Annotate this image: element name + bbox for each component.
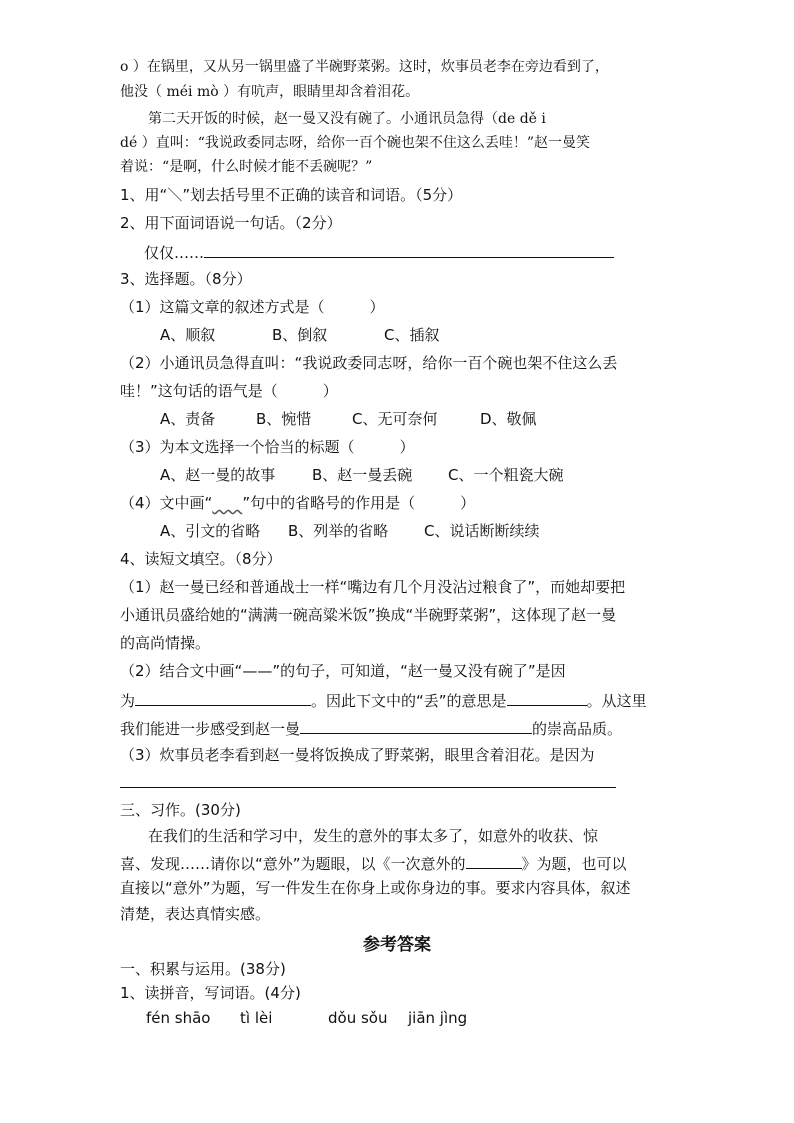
option: C、插叙 <box>384 326 440 344</box>
question-4-2c <box>120 717 622 739</box>
question-3-4 <box>120 493 475 513</box>
answer-blank[interactable] <box>135 689 311 706</box>
passage-line-3: 第二天开饭的时候，赵一曼又没有碗了。小通讯员急得（de dě i <box>148 111 546 127</box>
wavy-underline-mark <box>212 494 242 512</box>
option: D、敬佩 <box>480 410 537 428</box>
option: C、说话断断续续 <box>424 522 540 540</box>
question-3-2a: （2）小通讯员急得直叫：“我说政委同志呀，给你一百个碗也架不住这么丢 <box>120 354 618 372</box>
question-4-3: （3）炊事员老李看到赵一曼将饭换成了野菜粥，眼里含着泪花。是因为 <box>120 746 595 764</box>
text-fragment: 》为题，也可以 <box>521 855 627 873</box>
option: B、赵一曼丢碗 <box>312 466 413 484</box>
answer-section-1: 一、积累与运用。(38分) <box>120 960 286 978</box>
question-4-2a: （2）结合文中画“——”的句子，可知道，“赵一曼又没有碗了”是因 <box>120 662 566 680</box>
text-fragment: 我们能进一步感受到赵一曼 <box>120 720 301 738</box>
answer-key-heading: 参考答案 <box>363 935 431 955</box>
passage-line-5: 着说：“是啊，什么时候才能不丢碗呢？” <box>120 159 373 175</box>
question-2-word: 仅仅…… <box>144 244 205 262</box>
question-4-2b <box>120 689 647 711</box>
option: A、引文的省略 <box>160 522 261 540</box>
question-4-1a: （1）赵一曼已经和普通战士一样“嘴边有几个月没沾过粮食了”，而她却要把 <box>120 578 626 596</box>
composition-line-2 <box>120 852 627 874</box>
question-3-title: 3、选择题。（8分） <box>120 270 252 288</box>
composition-line-4: 清楚，表达真情实感。 <box>120 905 271 923</box>
option: B、列举的省略 <box>288 522 389 540</box>
question-1: 1、用“＼”划去括号里不正确的读音和词语。（5分） <box>120 186 463 204</box>
text-fragment: 。因此下文中的“丢”的意思是 <box>311 692 507 710</box>
option: A、赵一曼的故事 <box>160 466 276 484</box>
answer-line[interactable] <box>120 787 616 788</box>
text-fragment: 的崇高品质。 <box>532 720 623 738</box>
answer-blank[interactable] <box>204 241 614 258</box>
answer-item-1: 1、读拼音，写词语。(4分) <box>120 984 301 1002</box>
passage-line-1: o ）在锅里，又从另一锅里盛了半碗野菜粥。这时，炊事员老李在旁边看到了， <box>120 59 609 75</box>
answer-blank[interactable] <box>300 717 532 734</box>
answer-blank[interactable] <box>507 689 587 706</box>
question-3-2b: 哇！”这句话的语气是（ ） <box>120 382 338 400</box>
option: B、惋惜 <box>256 410 312 428</box>
question-3-1: （1）这篇文章的叙述方式是（ ） <box>120 298 385 316</box>
composition-line-1: 在我们的生活和学习中，发生的意外的事太多了，如意外的收获、惊 <box>148 827 599 845</box>
option: C、无可奈何 <box>352 410 438 428</box>
composition-line-3: 直接以“意外”为题，写一件发生在你身上或你身边的事。要求内容具体，叙述 <box>120 879 631 897</box>
question-4-1c: 的高尚情操。 <box>120 634 211 652</box>
question-2-title: 2、用下面词语说一句话。（2分） <box>120 214 342 232</box>
option: A、责备 <box>160 410 216 428</box>
text-fragment: 。从这里 <box>586 692 647 710</box>
option: B、倒叙 <box>272 326 328 344</box>
pinyin: fén shāo <box>146 1009 211 1027</box>
pinyin: jiān jìng <box>408 1009 468 1027</box>
question-4-1b: 小通讯员盛给她的“满满一碗高粱米饭”换成“半碗野菜粥”，这体现了赵一曼 <box>120 606 617 624</box>
question-4-title: 4、读短文填空。（8分） <box>120 550 282 568</box>
question-3-4-pre: （4）文中画“ <box>120 494 213 512</box>
question-3-3: （3）为本文选择一个恰当的标题（ ） <box>120 438 415 456</box>
question-2-prompt <box>144 241 614 263</box>
text-fragment: 喜、发现……请你以“意外”为题眼，以《一次意外的 <box>120 855 466 873</box>
composition-title: 三、习作。(30分) <box>120 801 241 819</box>
passage-line-2: 他没（ méi mò ）有吭声，眼睛里却含着泪花。 <box>120 84 420 100</box>
passage-line-4: dé ）直叫：“我说政委同志呀，给你一百个碗也架不住这么丢哇！”赵一曼笑 <box>120 135 591 151</box>
pinyin: tì lèi <box>240 1009 273 1027</box>
text-fragment: 为 <box>120 692 136 710</box>
question-3-4-post: ”句中的省略号的作用是（ ） <box>242 494 476 512</box>
option: A、顺叙 <box>160 326 216 344</box>
option: C、一个粗瓷大碗 <box>448 466 564 484</box>
pinyin: dǒu sǒu <box>328 1009 388 1027</box>
answer-blank[interactable] <box>466 852 522 869</box>
